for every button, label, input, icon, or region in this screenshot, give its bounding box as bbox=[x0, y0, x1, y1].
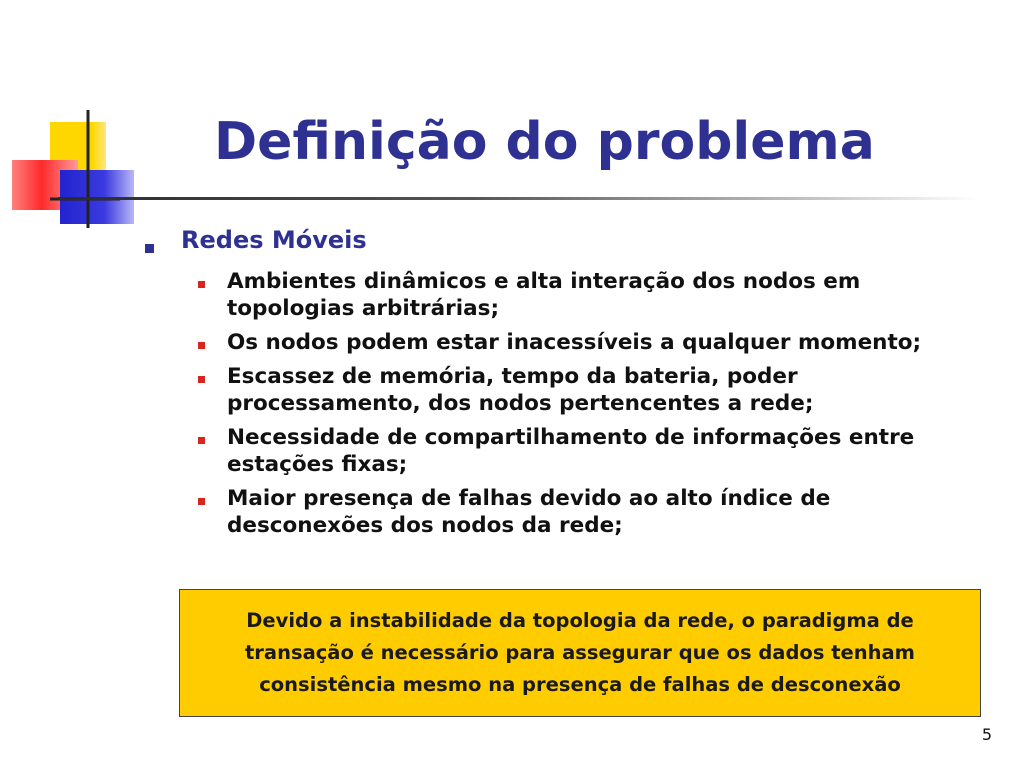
bullet-square-icon bbox=[198, 376, 205, 383]
bullet-square-icon bbox=[198, 281, 205, 288]
sub-bullet-item: Escassez de memória, tempo da bateria, poder processamento, dos nodos pertencentes a rede; bbox=[196, 363, 986, 417]
callout-box bbox=[179, 589, 981, 717]
sub-bullet-list bbox=[196, 268, 986, 546]
sub-bullet-item: Os nodos podem estar inacessíveis a qualquer momento; bbox=[196, 329, 986, 356]
callout-text: Devido a instabilidade da topologia da rede, o paradigma de transação é necessário para assegurar que os dados tenham consistência mesmo na presença de falhas de desconexão bbox=[244, 609, 916, 696]
slide-logo bbox=[0, 0, 140, 240]
sub-bullet-item: Necessidade de compartilhamento de informações entre estações fixas; bbox=[196, 424, 986, 478]
sub-bullet-item: Maior presença de falhas devido ao alto índice de desconexões dos nodos da rede; bbox=[196, 485, 986, 539]
bullet-square-icon bbox=[198, 498, 205, 505]
slide-title: Definição do problema bbox=[214, 112, 875, 172]
bullet-square-icon bbox=[198, 342, 205, 349]
page-number: 5 bbox=[981, 725, 992, 744]
level1-bullet-marker bbox=[145, 244, 154, 253]
title-divider bbox=[58, 197, 978, 200]
bullet-square-icon bbox=[198, 437, 205, 444]
level1-bullet: Redes Móveis bbox=[181, 226, 367, 254]
sub-bullet-item: Ambientes dinâmicos e alta interação dos nodos em topologias arbitrárias; bbox=[196, 268, 986, 322]
